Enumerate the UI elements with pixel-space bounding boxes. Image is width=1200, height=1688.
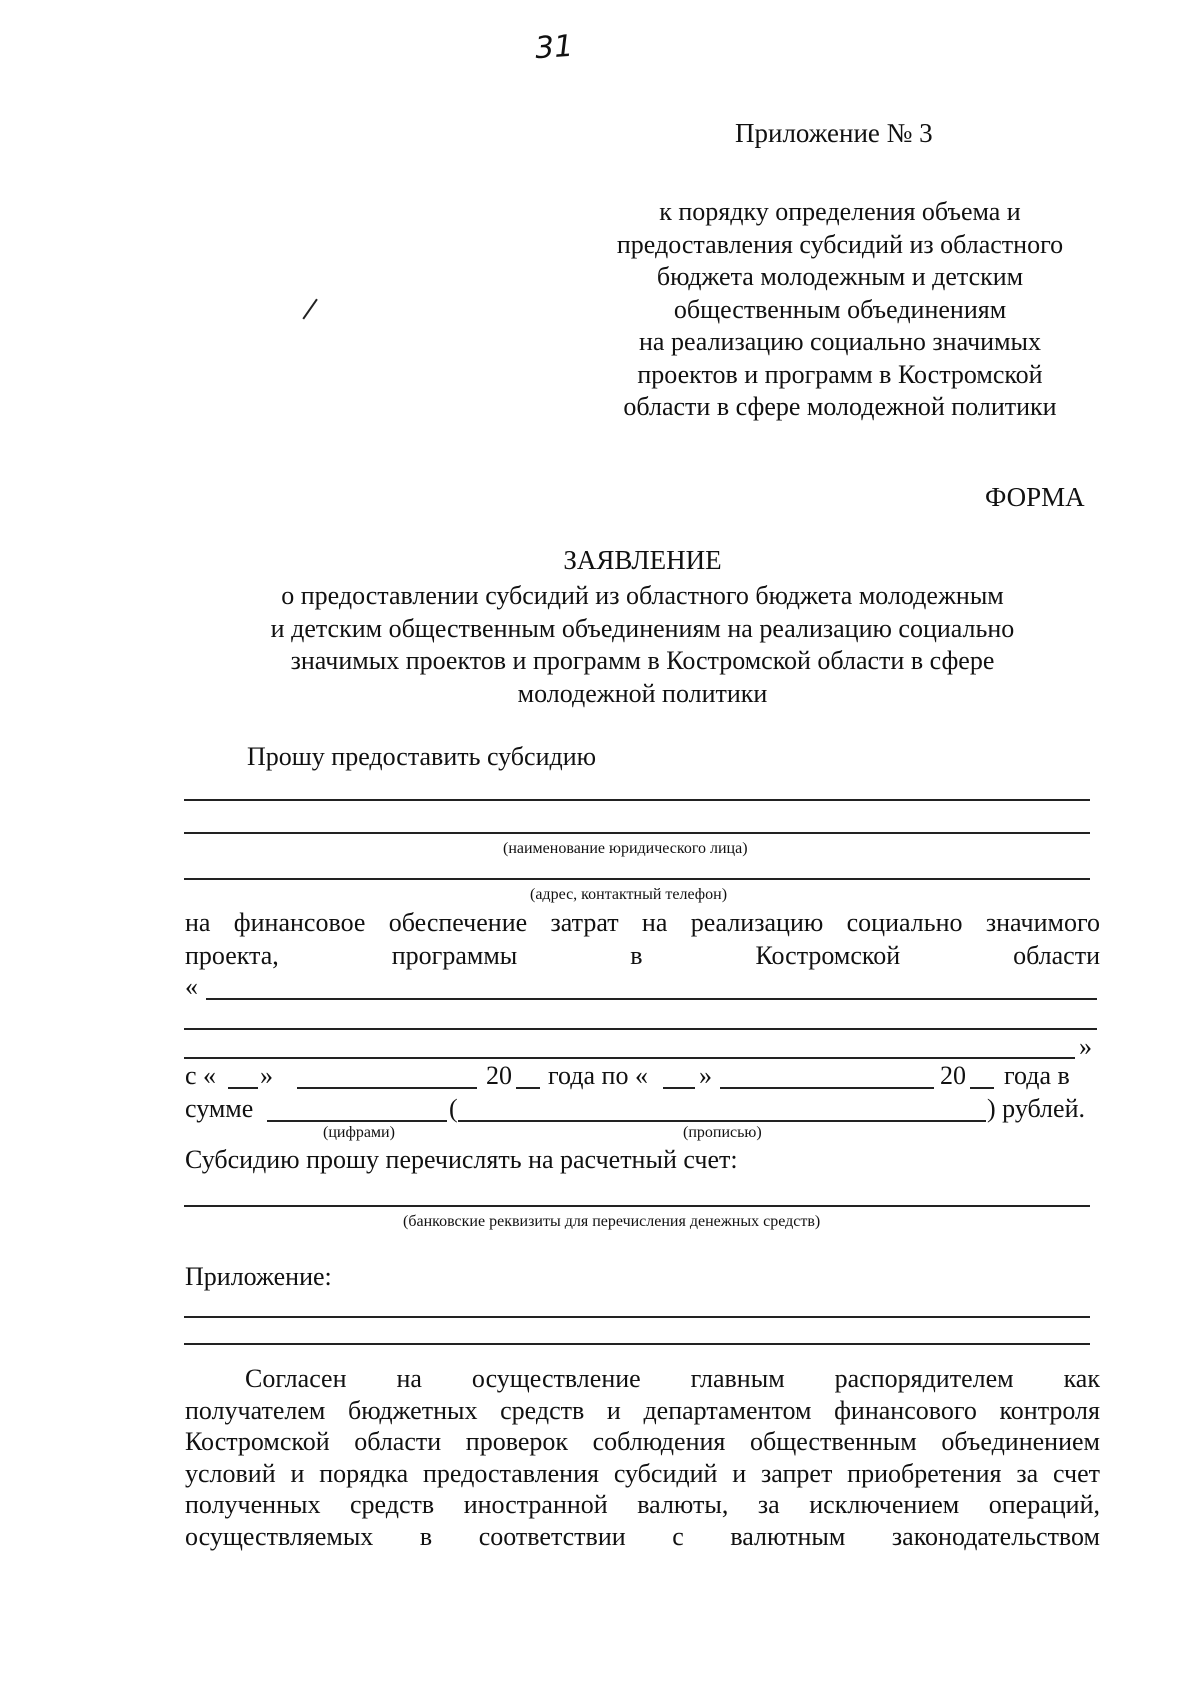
agreement-line: полученных средств иностранной валюты, за исключением операций, (185, 1490, 1100, 1519)
purpose-line-1: на финансовое обеспечение затрат на реализацию социально значимого (185, 908, 1100, 937)
agreement-word: как (1063, 1364, 1100, 1393)
attachment-line-2[interactable] (184, 1343, 1090, 1345)
sum-open-paren: ( (449, 1094, 458, 1123)
agreement-word: соответствии (478, 1521, 626, 1551)
agreement-word: на (396, 1364, 422, 1393)
month-to-line[interactable] (720, 1087, 934, 1089)
sum-words-hint: (прописью) (683, 1124, 762, 1141)
pen-tick-mark (302, 299, 317, 320)
agreement-line: получателем бюджетных средств и департаментом финансового контроля (185, 1395, 1100, 1425)
legal-entity-hint: (наименование юридического лица) (503, 840, 748, 857)
purpose-line-2 (185, 941, 1100, 971)
attachment-label: Приложение: (185, 1262, 332, 1291)
address-hint: (адрес, контактный телефон) (530, 886, 728, 903)
blank-line-request[interactable] (184, 799, 1090, 801)
agreement-word: в (419, 1521, 433, 1551)
purpose-word: программы (391, 941, 518, 970)
project-name-line-1[interactable] (206, 998, 1097, 1000)
agreement-word: распорядителем (834, 1364, 1014, 1393)
sum-label: сумме (185, 1094, 254, 1123)
agreement-word: главным (690, 1364, 785, 1393)
request-text: Прошу предоставить субсидию (247, 742, 597, 771)
year-from-prefix: 20 (486, 1061, 512, 1090)
form-label: ФОРМА (985, 482, 1085, 512)
bank-details-line[interactable] (184, 1205, 1090, 1207)
appendix-subtitle-line: на реализацию социально значимых (638, 327, 1041, 356)
day-to-line[interactable] (663, 1087, 695, 1089)
address-line[interactable] (184, 878, 1090, 880)
agreement-line (185, 1521, 1100, 1553)
statement-subtitle-line: значимых проектов и программ в Костромской области в сфере (290, 646, 995, 675)
appendix-subtitle-line: к порядку определения объема и (659, 197, 1021, 226)
period-from-label: с « (185, 1061, 217, 1090)
statement-subtitle-line: и детским общественным объединениям на реализацию социально (270, 613, 1015, 643)
period-close-quote-1: » (260, 1061, 273, 1090)
agreement-word: законодательством (891, 1521, 1100, 1551)
appendix-subtitle (590, 196, 1090, 424)
year-to-prefix: 20 (940, 1061, 966, 1090)
statement-title: ЗАЯВЛЕНИЕ (563, 545, 722, 575)
agreement-line: условий и порядка предоставления субсидий и запрет приобретения за счет (185, 1458, 1100, 1488)
project-name-line-2[interactable] (184, 1028, 1097, 1030)
sum-digits-line[interactable] (267, 1120, 447, 1122)
bank-details-hint: (банковские реквизиты для перечисления денежных средств) (403, 1213, 821, 1230)
appendix-subtitle-line: бюджета молодежным и детским (656, 262, 1024, 291)
purpose-word: Костромской (755, 941, 901, 970)
account-text: Субсидию прошу перечислять на расчетный счет: (185, 1145, 738, 1174)
agreement-word: осуществляемых (185, 1521, 374, 1551)
agreement-line (185, 1363, 1100, 1395)
agreement-word: Согласен (245, 1364, 347, 1393)
statement-subtitle (180, 580, 1105, 710)
quote-open: « (185, 972, 198, 1001)
appendix-subtitle-line: области в сфере молодежной политики (623, 392, 1057, 421)
month-from-line[interactable] (297, 1087, 477, 1089)
year-to-line[interactable] (970, 1087, 994, 1089)
agreement-word: с (672, 1521, 684, 1551)
purpose-word: области (1013, 941, 1100, 970)
agreement-word: валютным (730, 1521, 846, 1551)
sum-digits-hint: (цифрами) (323, 1124, 395, 1141)
day-from-line[interactable] (228, 1087, 258, 1089)
appendix-subtitle-line: предоставления субсидий из областного (616, 229, 1064, 259)
appendix-title: Приложение № 3 (735, 118, 933, 148)
period-to-label: года по « (548, 1061, 648, 1090)
purpose-word: проекта, (185, 941, 279, 970)
period-close-quote-2: » (699, 1061, 712, 1090)
appendix-subtitle-line: проектов и программ в Костромской (637, 359, 1043, 389)
appendix-subtitle-line: общественным объединениям (673, 294, 1007, 324)
quote-close: » (1079, 1032, 1092, 1061)
statement-subtitle-line: молодежной политики (517, 678, 768, 708)
sum-close: ) рублей. (987, 1094, 1085, 1123)
page-number: 31 (533, 28, 575, 67)
project-name-line-3[interactable] (184, 1057, 1075, 1059)
agreement-paragraph (185, 1363, 1100, 1552)
attachment-line-1[interactable] (184, 1316, 1090, 1318)
purpose-word: в (630, 941, 643, 970)
sum-words-line[interactable] (458, 1120, 986, 1122)
agreement-line: Костромской области проверок соблюдения общественным объединением (185, 1427, 1100, 1456)
agreement-word: осуществление (471, 1364, 641, 1393)
year-from-line[interactable] (516, 1087, 540, 1089)
legal-entity-line[interactable] (184, 832, 1090, 834)
period-tail: года в (1004, 1061, 1070, 1090)
statement-subtitle-line: о предоставлении субсидий из областного бюджета молодежным (281, 581, 1004, 610)
